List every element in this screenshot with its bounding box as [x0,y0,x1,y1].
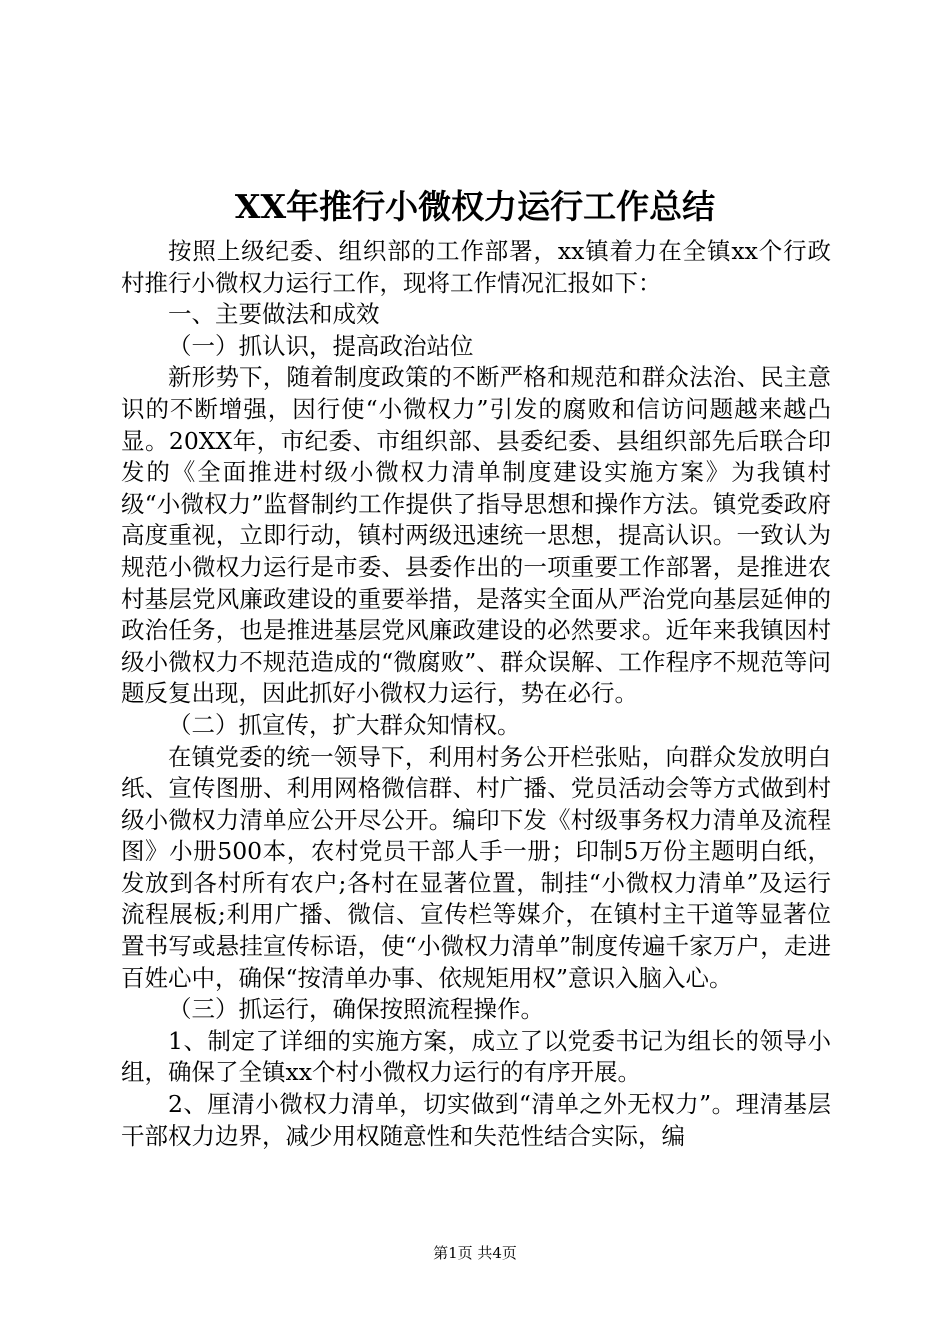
heading-main-practices: 一、主要做法和成效 [168,300,380,329]
paragraph-operation-2: 2、厘清小微权力清单，切实做到“清单之外无权力”。理清基层干部权力边界，减少用权随意性和失范性结合实际，编 [121,1090,831,1150]
paragraph-intro: 按照上级纪委、组织部的工作部署，xx镇着力在全镇xx个行政村推行小微权力运行工作，现将工作情况汇报如下： [121,237,831,297]
subheading-publicity: （二）抓宣传，扩大群众知情权。 [168,710,521,739]
document-body [121,236,831,1152]
paragraph-awareness: 新形势下，随着制度政策的不断严格和规范和群众法治、民主意识的不断增强，因行使“小微权力”引发的腐败和信访问题越来越凸显。20XX年，市纪委、市组织部、县委纪委、县组织部先后联合印发的《全面推进村级小微权力清单制度建设实施方案》为我镇村级“小微权力”监督制约工作提供了指导思想和操作方法。镇党委政府高度重视，立即行动，镇村两级迅速统一思想，提高认识。一致认为规范小微权力运行是市委、县委作出的一项重要工作部署，是推进农村基层党风廉政建设的重要举措，是落实全面从严治党向基层延伸的政治任务，也是推进基层党风廉政建设的必然要求。近年来我镇因村级小微权力不规范造成的“微腐败”、群众误解、工作程序不规范等问题反复出现，因此抓好小微权力运行，势在必行。 [121,363,831,708]
subheading-operation: （三）抓运行，确保按照流程操作。 [168,995,544,1024]
paragraph-operation-1: 1、制定了详细的实施方案，成立了以党委书记为组长的领导小组，确保了全镇xx个村小微权力运行的有序开展。 [121,1026,831,1087]
subheading-awareness: （一）抓认识，提高政治站位 [168,331,474,360]
document-title: XX年推行小微权力运行工作总结 [234,187,716,226]
page-footer: 第1页 共4页 [433,1244,517,1262]
paragraph-publicity: 在镇党委的统一领导下，利用村务公开栏张贴，向群众发放明白纸、宣传图册、利用网格微信群、村广播、党员活动会等方式做到村级小微权力清单应公开尽公开。编印下发《村级事务权力清单及流程图》小册500本，农村党员干部人手一册；印制5万份主题明白纸，发放到各村所有农户;各村在显著位置，制挂“小微权力清单”及运行流程展板;利用广播、微信、宣传栏等媒介，在镇村主干道等显著位置书写或悬挂宣传标语，使“小微权力清单”制度传遍千家万户，走进百姓心中，确保“按清单办事、依规矩用权”意识入脑入心。 [121,742,831,992]
